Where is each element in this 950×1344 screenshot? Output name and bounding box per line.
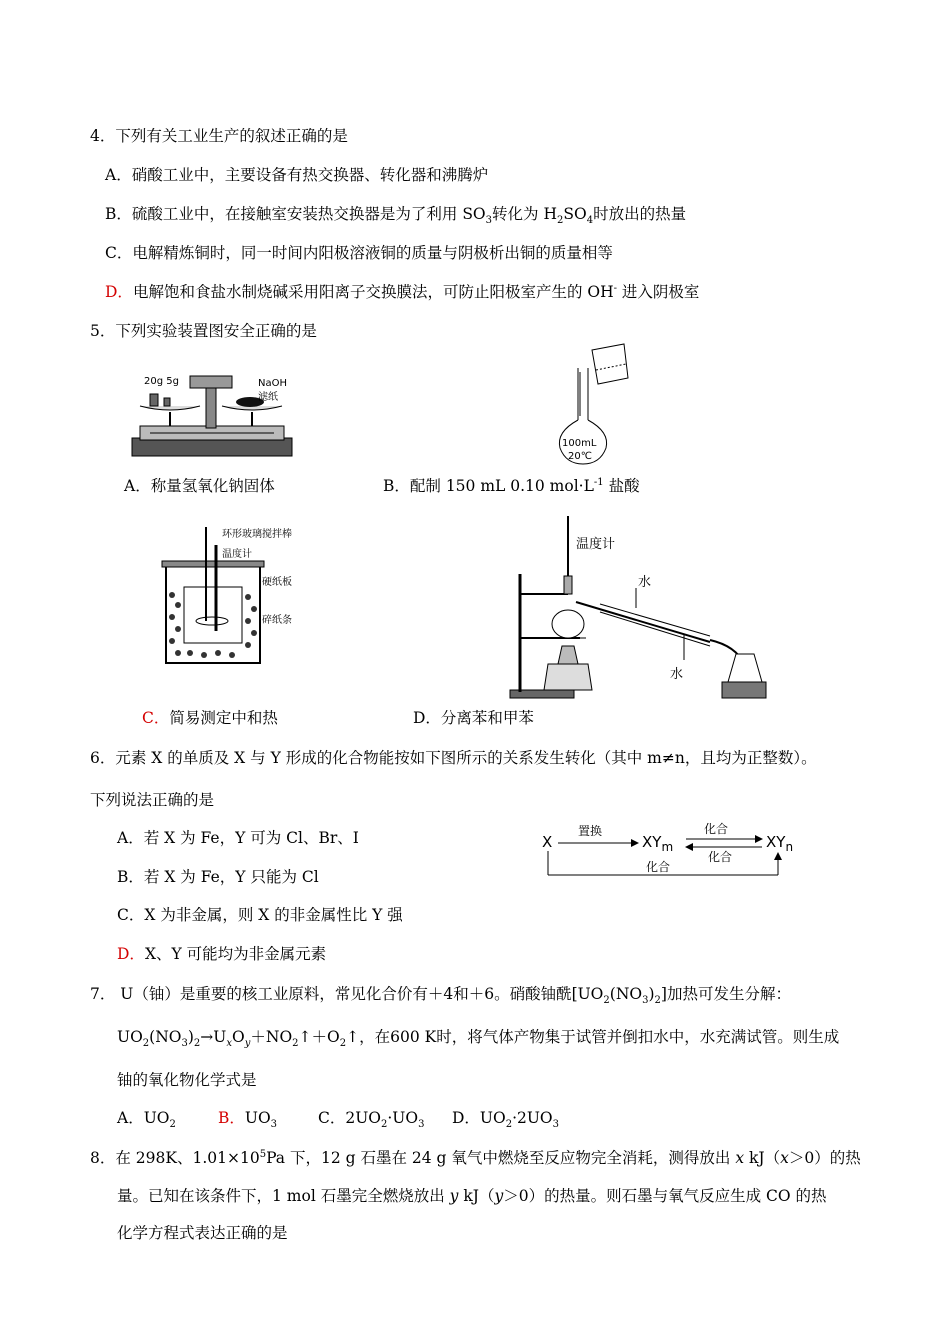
q4-d-text1: 电解饱和食盐水制烧碱采用阳离子交换膜法，可防止阳极室产生的 OH (132, 283, 614, 301)
q7-l1-s3: 2 (654, 995, 661, 1007)
q5-stem: 5．下列实验装置图安全正确的是 (90, 322, 317, 340)
diagram-displacement-label: 置换 (578, 824, 603, 838)
q4-option-a: A．硝酸工业中，主要设备有热交换器、转化器和沸腾炉 (105, 166, 489, 184)
q4-option-d (105, 282, 699, 302)
paper-scraps-label: 碎纸条 (262, 615, 292, 626)
diagram-xyn (766, 833, 793, 854)
q4-b-text3: SO (563, 205, 587, 223)
q7-l2-s2: 3 (181, 1038, 188, 1050)
water-outlet-label: 水 (670, 667, 684, 682)
q8-line3: 化学方程式表达正确的是 (117, 1224, 288, 1242)
q7-b-sub: 3 (270, 1119, 278, 1131)
q7-l1-s1: 2 (603, 995, 610, 1007)
q8-l1-x: x (735, 1149, 745, 1167)
q7-l2-s3: 2 (193, 1038, 201, 1050)
q7-l1-d: ]加热可发生分解： (660, 985, 791, 1003)
q4-option-c: C．电解精炼铜时，同一时间内阳极溶液铜的质量与阴极析出铜的质量相等 (105, 244, 613, 262)
q7-l1-c: ) (648, 985, 655, 1003)
q7-l2-h: ↑，在600 K时，将气体产物集于试管并倒扣水中，水充满试管。则生成 (346, 1028, 840, 1046)
q5-caption-b-text1: B．配制 150 mL 0.10 mol·L (383, 477, 594, 495)
q6-option-c: C．X 为非金属，则 X 的非金属性比 Y 强 (117, 906, 403, 924)
q4-b-text4: 时放出的热量 (593, 205, 687, 223)
q4-b-text1: B．硫酸工业中，在接触室安装热交换器是为了利用 SO (105, 205, 486, 223)
q7-l2-y: y (244, 1038, 251, 1050)
q7-line1 (90, 984, 791, 1007)
q8-line2 (117, 1186, 827, 1206)
q8-l2-b: kJ（ (458, 1187, 495, 1205)
distill-thermometer-label: 温度计 (576, 537, 616, 552)
distillation-figure (500, 514, 770, 700)
q7-l2-b: (NO (149, 1028, 182, 1046)
q7-l1-a: 7． U（铀）是重要的核工业原料，常见化合价有＋4和＋6。硝酸铀酰[UO (90, 985, 604, 1003)
water-inlet-label: 水 (638, 575, 652, 590)
q7-l2-g: ↑＋O (298, 1028, 340, 1046)
q8-l1-b: Pa 下，12 g 石墨在 24 g 氧气中燃烧至反应物完全消耗，测得放出 (266, 1149, 736, 1167)
q4-d-sup: - (613, 282, 617, 294)
q7-l2-s1: 2 (142, 1038, 150, 1050)
q8-l1-sup: 5 (259, 1148, 267, 1160)
q7-b-letter: B． (218, 1109, 245, 1127)
q7-a-text: A．UO (117, 1109, 170, 1127)
q7-l2-s4: 2 (292, 1038, 299, 1050)
q8-l1-c: kJ（ (744, 1149, 781, 1167)
diagram-xym (642, 833, 673, 854)
q7-l2-d: →U (200, 1028, 227, 1046)
q7-d-text2: ·2UO (512, 1109, 553, 1127)
q7-d-sub2: 3 (552, 1119, 560, 1131)
q7-c-sub1: 2 (381, 1119, 388, 1131)
q6-d-text: X、Y 可能均为非金属元素 (144, 945, 327, 963)
diagram-xym-base: XY (642, 833, 662, 851)
q4-b-sub1: 3 (485, 215, 493, 227)
q6-option-a: A．若 X 为 Fe，Y 可为 Cl、Br、I (117, 829, 359, 847)
q8-l2-y: y (449, 1187, 459, 1205)
q7-line2 (117, 1027, 840, 1050)
volumetric-flask-figure (548, 342, 648, 466)
q6-option-b: B．若 X 为 Fe，Y 只能为 Cl (117, 868, 319, 886)
q4-stem: 4．下列有关工业生产的叙述正确的是 (90, 127, 348, 145)
q6-stem-line2: 下列说法正确的是 (90, 791, 215, 809)
q8-l1-x2: x (780, 1149, 789, 1167)
q7-b-text: UO (244, 1109, 271, 1127)
q7-option-a (117, 1108, 176, 1131)
flask-temp-label: 20℃ (568, 451, 592, 462)
q8-l1-d: ＞0）的热 (788, 1149, 861, 1167)
q7-l2-f: ＋NO (250, 1028, 293, 1046)
q4-b-sub3: 4 (586, 215, 594, 227)
q5-caption-c-text: 简易测定中和热 (169, 709, 278, 727)
q5-caption-b (383, 476, 640, 496)
q7-d-sub1: 2 (505, 1119, 513, 1131)
q8-l2-c: ＞0）的热量。则石墨与氧气反应生成 CO 的热 (503, 1187, 827, 1205)
filter-paper-label: 滤纸 (258, 392, 278, 403)
diagram-combine-label-bottom: 化合 (646, 860, 671, 874)
stirrer-label: 环形玻璃搅拌棒 (222, 529, 292, 540)
q7-c-text2: ·UO (387, 1109, 419, 1127)
q7-option-c (318, 1108, 425, 1131)
q7-c-sub2: 3 (418, 1119, 425, 1131)
q7-d-text1: D．UO (452, 1109, 506, 1127)
diagram-combine-label-top: 化合 (704, 822, 729, 836)
diagram-combine-label-mid: 化合 (708, 850, 733, 864)
diagram-x: X (542, 833, 553, 851)
q7-c-text1: C．2UO (318, 1109, 381, 1127)
diagram-xyn-sub: n (785, 840, 794, 854)
balance-figure (130, 368, 300, 460)
naoh-label: NaOH (258, 378, 287, 389)
q8-l2-y2: y (494, 1187, 504, 1205)
q8-l1-a: 8．在 298K、1.01×10 (90, 1149, 260, 1167)
q4-d-text2: 进入阴极室 (616, 283, 700, 301)
conversion-diagram (540, 815, 805, 879)
cardboard-label: 硬纸板 (262, 577, 292, 588)
q5-caption-b-sup: -1 (593, 476, 604, 488)
q4-b-text2: 转化为 H (492, 205, 557, 223)
q4-b-sub2: 2 (556, 215, 564, 227)
q4-option-b (105, 204, 687, 227)
diagram-xyn-base: XY (766, 833, 786, 851)
q8-line1 (90, 1148, 861, 1168)
q5-caption-c-letter: C． (142, 709, 170, 727)
q7-l2-e: O (232, 1028, 245, 1046)
q7-l2-a: UO (117, 1028, 143, 1046)
q7-l2-x: x (226, 1038, 232, 1050)
q7-l1-b: (NO (609, 985, 643, 1003)
balance-weights-label: 20g 5g (144, 376, 179, 387)
q5-caption-b-text2: 盐酸 (603, 477, 640, 495)
calorimeter-thermometer-label: 温度计 (222, 549, 252, 560)
q5-caption-a: A．称量氢氧化钠固体 (124, 477, 275, 495)
q7-option-d (452, 1108, 560, 1131)
q7-l2-c: ) (187, 1028, 194, 1046)
flask-volume-label: 100mL (562, 438, 597, 449)
q4-d-letter: D． (105, 283, 133, 301)
q7-l2-s5: 2 (339, 1038, 347, 1050)
q7-option-b (218, 1108, 278, 1131)
q5-caption-c (142, 708, 278, 728)
q6-stem-line1: 6．元素 X 的单质及 X 与 Y 形成的化合物能按如下图所示的关系发生转化（其中 m≠n，且均为正整数）。 (90, 749, 817, 767)
q8-l2-a: 量。已知在该条件下，1 mol 石墨完全燃烧放出 (117, 1187, 450, 1205)
q7-l1-s2: 3 (642, 995, 649, 1007)
q6-d-letter: D． (117, 945, 145, 963)
q7-line3: 铀的氧化物化学式是 (117, 1071, 257, 1089)
q7-a-sub: 2 (169, 1119, 176, 1131)
calorimeter-figure (160, 525, 310, 667)
diagram-xym-sub: m (661, 840, 674, 854)
q6-option-d (117, 944, 326, 964)
q5-caption-d: D．分离苯和甲苯 (413, 709, 534, 727)
